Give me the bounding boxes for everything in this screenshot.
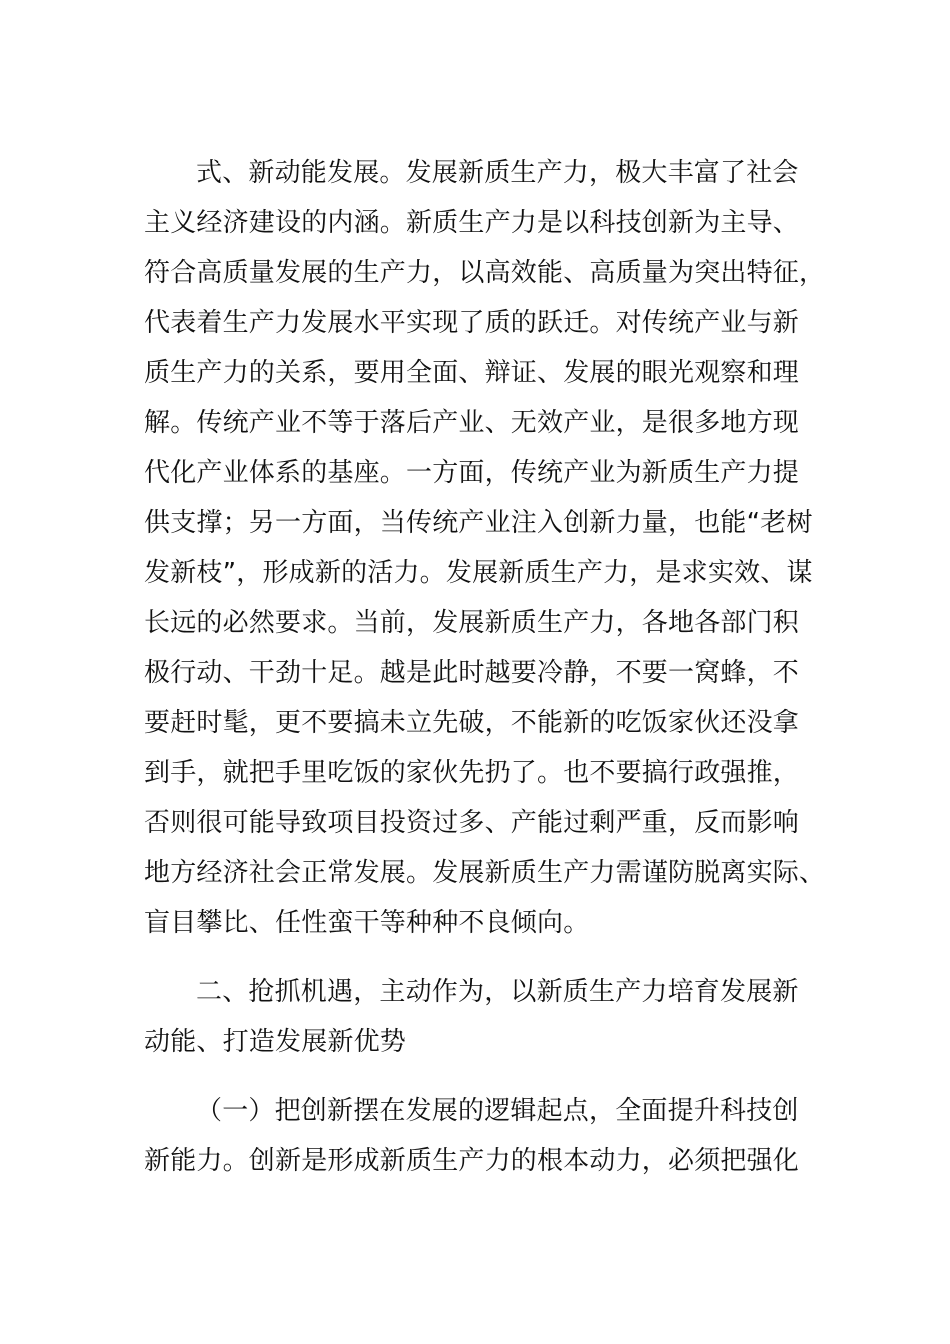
paragraph-line: 地方经济社会正常发展。发展新质生产力需谨防脱离实际、: [144, 858, 826, 888]
paragraph-line: 到手，就把手里吃饭的家伙先扔了。也不要搞行政强推，: [144, 758, 800, 788]
paragraph-line: 要赶时髦，更不要搞未立先破，不能新的吃饭家伙还没拿: [144, 708, 800, 738]
paragraph-line: 发新枝”，形成新的活力。发展新质生产力，是求实效、谋: [144, 558, 813, 588]
paragraph-line: 极行动、干劲十足。越是此时越要冷静，不要一窝蜂，不: [144, 658, 800, 688]
subsection-paragraph: [144, 1086, 809, 1186]
section-heading: [144, 967, 809, 1067]
heading-line: 动能、打造发展新优势: [144, 1027, 407, 1057]
paragraph-line: 长远的必然要求。当前，发展新质生产力，各地各部门积: [144, 608, 800, 638]
paragraph-line: 否则很可能导致项目投资过多、产能过剩严重，反而影响: [144, 808, 800, 838]
paragraph-line: 主义经济建设的内涵。新质生产力是以科技创新为主导、: [144, 208, 800, 238]
paragraph-line: （一）把创新摆在发展的逻辑起点，全面提升科技创: [196, 1096, 799, 1126]
paragraph-line: 解。传统产业不等于落后产业、无效产业，是很多地方现: [144, 408, 800, 438]
paragraph-line: 符合高质量发展的生产力，以高效能、高质量为突出特征，: [144, 258, 826, 288]
paragraph-line: 代表着生产力发展水平实现了质的跃迁。对传统产业与新: [144, 308, 800, 338]
body-paragraph: [144, 148, 826, 948]
heading-line: 二、抢抓机遇，主动作为，以新质生产力培育发展新: [196, 977, 799, 1007]
paragraph-line: 供支撑；另一方面，当传统产业注入创新力量，也能“老树: [144, 508, 813, 538]
paragraph-line: 代化产业体系的基座。一方面，传统产业为新质生产力提: [144, 458, 800, 488]
paragraph-line: 式、新动能发展。发展新质生产力，极大丰富了社会: [196, 158, 799, 188]
paragraph-line: 质生产力的关系，要用全面、辩证、发展的眼光观察和理: [144, 358, 800, 388]
paragraph-line: 盲目攀比、任性蛮干等种种不良倾向。: [144, 908, 590, 938]
paragraph-line: 新能力。创新是形成新质生产力的根本动力，必须把强化: [144, 1146, 800, 1176]
